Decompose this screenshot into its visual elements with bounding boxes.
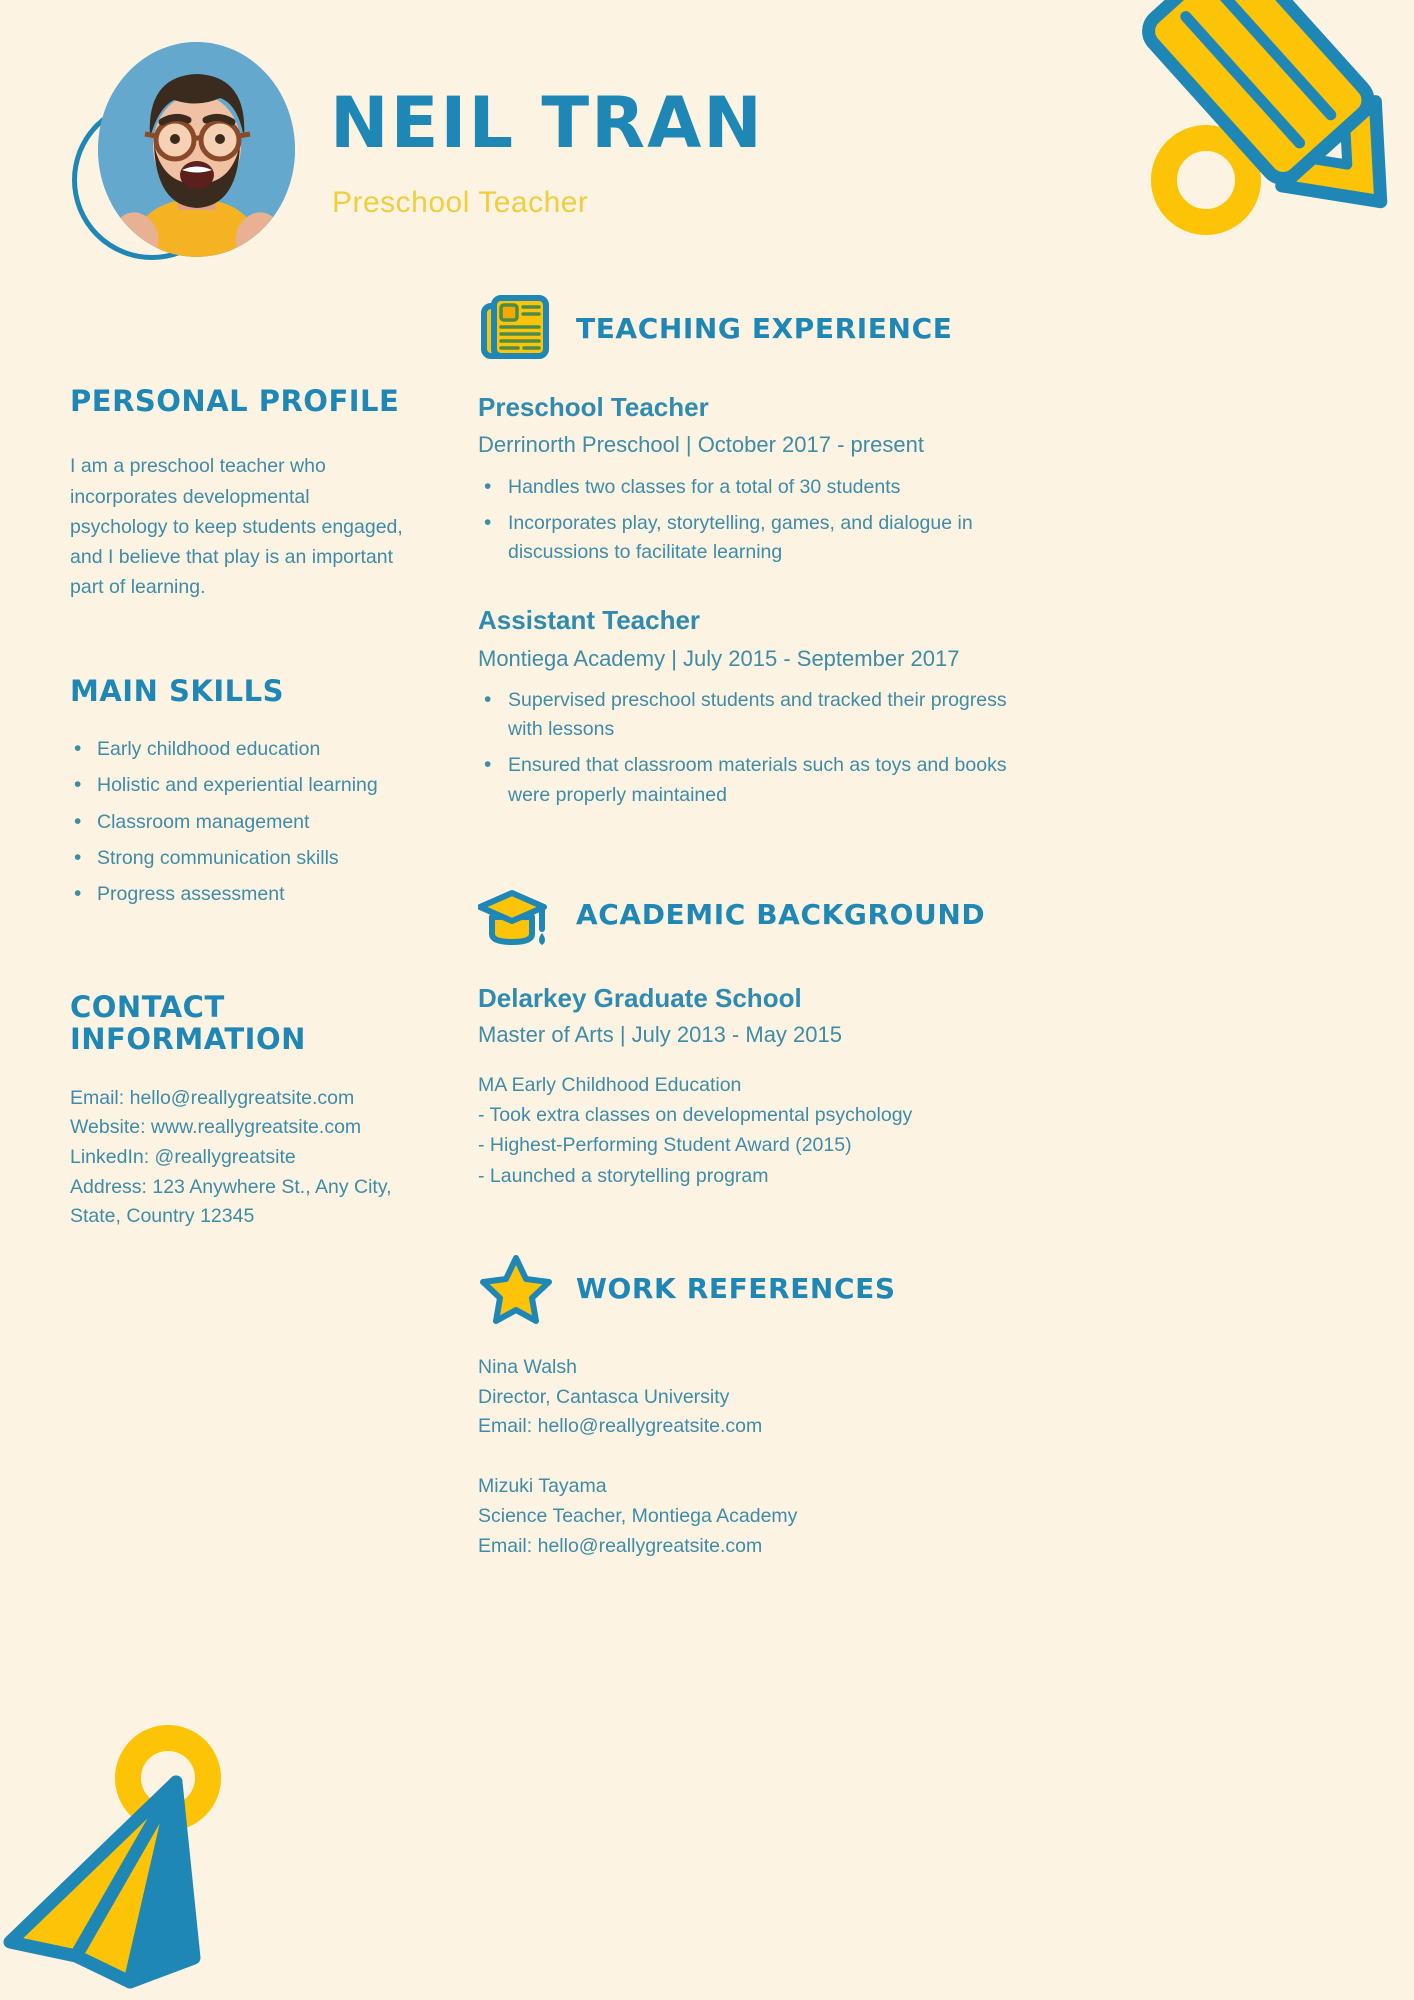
work-references-heading: WORK REFERENCES — [576, 1272, 896, 1306]
main-skills-heading: MAIN SKILLS — [70, 673, 284, 708]
personal-profile-heading: PERSONAL PROFILE — [70, 384, 400, 418]
experience-entry — [478, 392, 1018, 567]
academic-background-heading: ACADEMIC BACKGROUND — [576, 898, 986, 932]
teaching-experience-header — [478, 290, 1018, 366]
education-detail-line: MA Early Childhood Education — [478, 1073, 742, 1096]
education-detail-line: - Highest-Performing Student Award (2015) — [478, 1134, 852, 1157]
list-item: • Handles two classes for a total of 30 students — [478, 473, 1018, 502]
job-points-list — [478, 686, 1018, 810]
spacer — [70, 603, 410, 675]
spacer — [478, 817, 1018, 877]
list-item: • Holistic and experiential learning — [70, 773, 410, 798]
star-icon — [478, 1251, 554, 1327]
graduation-cap-icon — [478, 877, 554, 953]
page-title: NEIL TRAN — [330, 82, 764, 164]
list-item: • Supervised preschool students and tracked their progress with lessons — [478, 686, 1018, 745]
list-item: • Strong communication skills — [70, 846, 410, 871]
school-name: Delarkey Graduate School — [478, 982, 802, 1013]
list-item: • Ensured that classroom materials such as toys and books were properly maintained — [478, 751, 1018, 810]
contact-information-heading — [70, 991, 410, 1056]
reference-email[interactable]: Email: hello@reallygreatsite.com — [478, 1415, 763, 1438]
left-column — [70, 385, 410, 1232]
job-meta: Montiega Academy | July 2015 - September 2017 — [478, 645, 960, 671]
education-details — [478, 1070, 1018, 1191]
education-detail-line: - Took extra classes on developmental psychology — [478, 1104, 913, 1127]
degree-meta: Master of Arts | July 2013 - May 2015 — [478, 1021, 842, 1047]
reference-email[interactable]: Email: hello@reallygreatsite.com — [478, 1534, 763, 1557]
right-column — [478, 290, 1018, 1562]
spacer — [70, 919, 410, 991]
education-entry — [478, 983, 1018, 1191]
contact-linkedin[interactable]: LinkedIn: @reallygreatsite — [70, 1145, 296, 1168]
contact-heading-line1: CONTACT — [70, 989, 225, 1024]
contact-email[interactable]: Email: hello@reallygreatsite.com — [70, 1086, 355, 1109]
job-meta: Derrinorth Preschool | October 2017 - present — [478, 432, 924, 458]
resume-header — [0, 0, 1414, 300]
teaching-experience-heading: TEACHING EXPERIENCE — [576, 311, 953, 345]
list-item: • Incorporates play, storytelling, games, and dialogue in discussions to facilitate learning — [478, 509, 1018, 568]
contact-website[interactable]: Website: www.reallygreatsite.com — [70, 1116, 362, 1139]
contact-address-line1: Address: 123 Anywhere St., Any City, — [70, 1175, 392, 1198]
list-item: • Early childhood education — [70, 737, 410, 762]
experience-entry — [478, 605, 1018, 810]
contact-heading-line2: INFORMATION — [70, 1022, 306, 1057]
education-detail-line: - Launched a storytelling program — [478, 1164, 769, 1187]
job-title: Assistant Teacher — [478, 605, 701, 636]
academic-background-header — [478, 877, 1018, 953]
work-references-header — [478, 1251, 1018, 1327]
reference-name: Nina Walsh — [478, 1355, 577, 1378]
job-title: Preschool Teacher — [478, 392, 709, 422]
personal-profile-text: I am a preschool teacher who incorporates developmental psychology to keep students engaged, and I believe that play is an important part of learning. — [70, 455, 403, 599]
avatar-photo — [98, 42, 295, 257]
reference-entry — [478, 1472, 1018, 1561]
job-role-subtitle: Preschool Teacher — [332, 186, 589, 219]
list-item: • Classroom management — [70, 810, 410, 835]
reference-name: Mizuki Tayama — [478, 1475, 607, 1498]
reference-role: Science Teacher, Montiega Academy — [478, 1505, 798, 1528]
reference-entry — [478, 1353, 1018, 1442]
spacer — [478, 1191, 1018, 1251]
avatar — [68, 42, 278, 257]
paper-plane-icon — [0, 1720, 300, 2000]
reference-role: Director, Cantasca University — [478, 1385, 730, 1408]
newspaper-icon — [478, 290, 554, 366]
contact-details — [70, 1084, 410, 1232]
main-skills-list — [70, 737, 410, 908]
contact-address-line2: State, Country 12345 — [70, 1205, 255, 1228]
job-points-list — [478, 473, 1018, 568]
list-item: • Progress assessment — [70, 882, 410, 907]
